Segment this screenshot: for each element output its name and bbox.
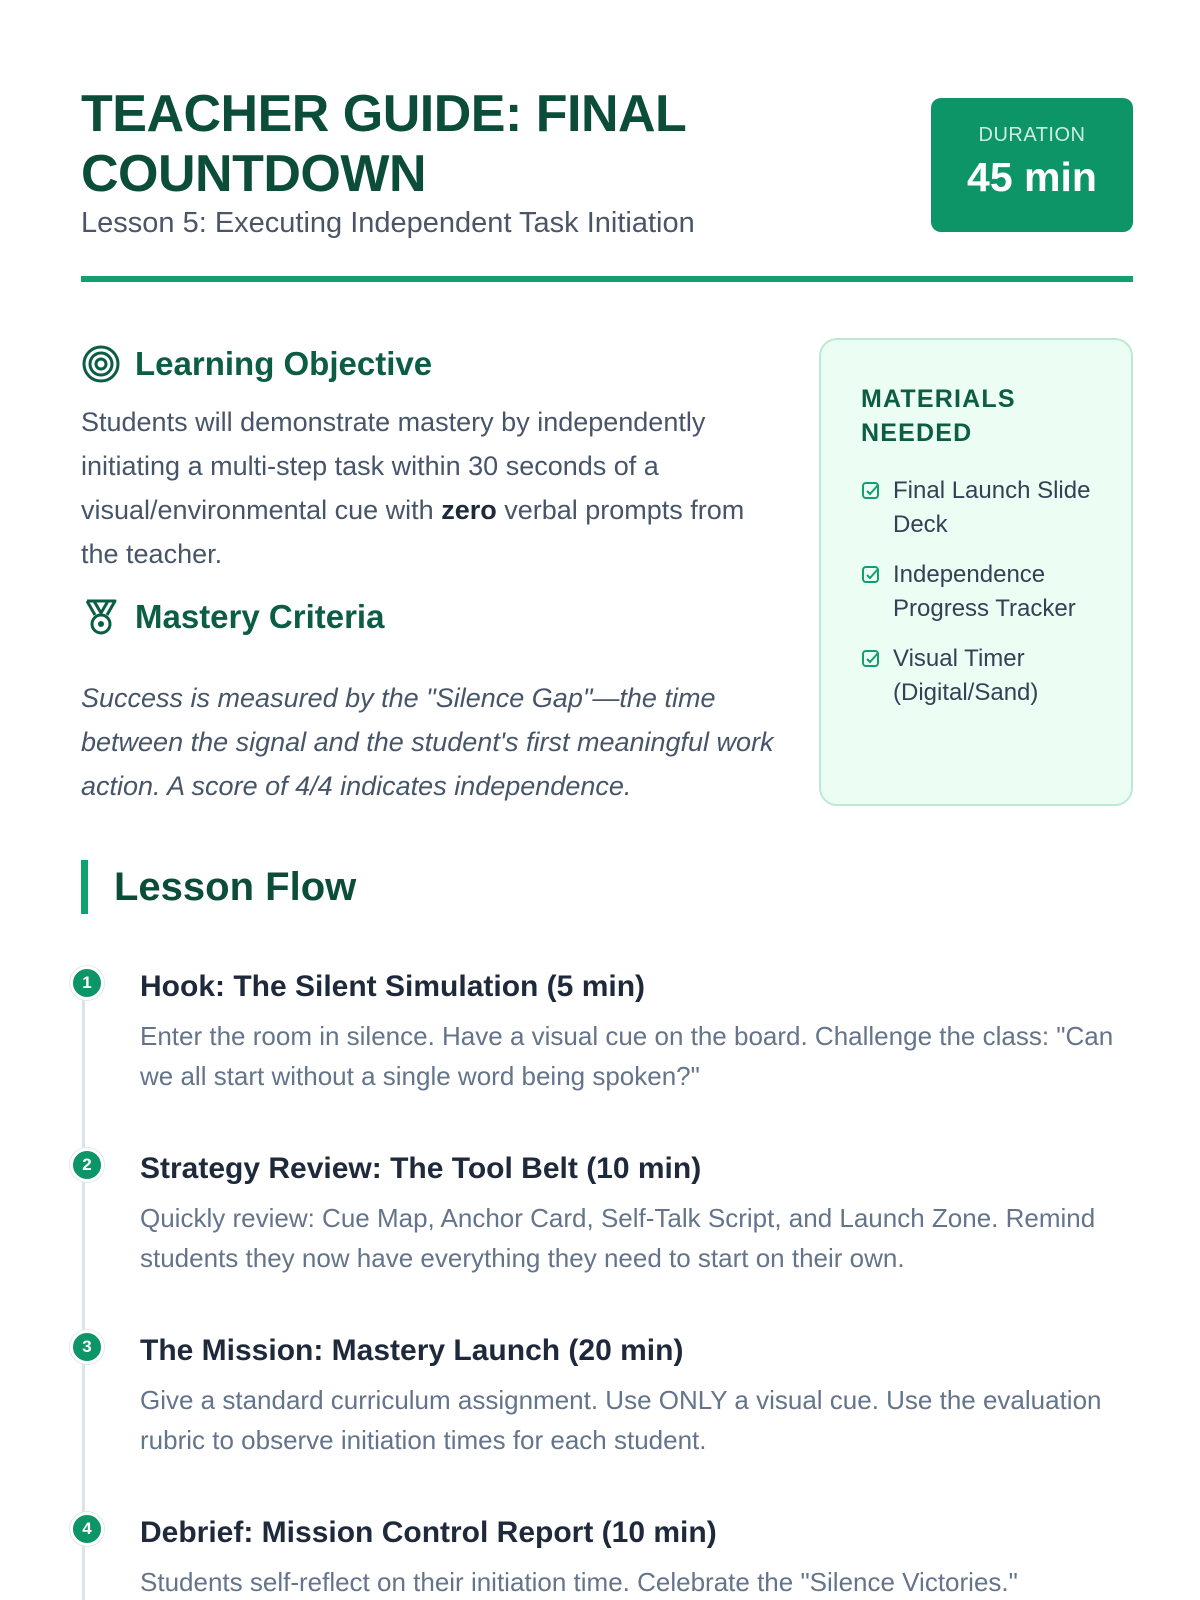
objective-text-end: verbal prompts from the teacher. xyxy=(81,495,745,569)
guide-header xyxy=(81,80,1133,280)
step-number-badge: 4 xyxy=(70,1512,104,1546)
target-icon xyxy=(81,344,121,384)
step-description: Enter the room in silence. Have a visual cue on the board. Challenge the class: "Can we all start without a single word being spoken?" xyxy=(140,1021,1114,1091)
duration-badge xyxy=(931,98,1133,232)
header-divider xyxy=(81,276,1133,282)
step-number-badge: 1 xyxy=(70,966,104,1000)
medal-icon xyxy=(81,597,121,637)
mastery-text: Success is measured by the "Silence Gap"—the time between the signal and the student's first meaningful work action. A score of 4/4 indicates independence. xyxy=(81,683,774,801)
step-title: Hook: The Silent Simulation (5 min) xyxy=(140,970,646,1003)
objective-text xyxy=(81,400,771,576)
step-title: Debrief: Mission Control Report (10 min) xyxy=(140,1516,717,1549)
checkbox-icon xyxy=(861,481,881,501)
materials-title: MATERIALS NEEDED xyxy=(861,385,1016,447)
step-description: Give a standard curriculum assignment. Use ONLY a visual cue. Use the evaluation rubric to observe initiation times for each student. xyxy=(140,1385,1102,1455)
step-number-badge: 3 xyxy=(70,1330,104,1364)
list-item xyxy=(861,474,1111,542)
page-title: TEACHER GUIDE: FINAL COUNTDOWN xyxy=(81,85,686,203)
objective-text-start: Students will demonstrate mastery by independently initiating a multi-step task within 30 seconds of a visual/environmental cue with xyxy=(81,407,706,525)
objective-heading xyxy=(81,343,432,385)
mastery-heading xyxy=(81,596,384,638)
lesson-subtitle: Lesson 5: Executing Independent Task Initiation xyxy=(81,207,695,239)
objective-text-emphasis: zero xyxy=(441,495,497,525)
list-item xyxy=(861,642,1111,710)
step-number-badge: 2 xyxy=(70,1148,104,1182)
material-label: Final Launch Slide Deck xyxy=(893,477,1091,538)
objective-heading-label: Learning Objective xyxy=(135,345,433,382)
lesson-flow-heading xyxy=(81,860,356,914)
checkbox-icon xyxy=(861,565,881,585)
material-label: Independence Progress Tracker xyxy=(893,561,1076,622)
checkbox-icon xyxy=(861,649,881,669)
step-description: Quickly review: Cue Map, Anchor Card, Self-Talk Script, and Launch Zone. Remind students they now have everything they need to start on their own. xyxy=(140,1203,1096,1273)
duration-value: 45 min xyxy=(967,154,1097,200)
step-title: The Mission: Mastery Launch (20 min) xyxy=(140,1334,684,1367)
timeline-line xyxy=(82,986,85,1600)
materials-list xyxy=(861,474,1111,726)
lesson-flow-heading-label: Lesson Flow xyxy=(114,864,357,909)
step-description: Students self-reflect on their initiation time. Celebrate the "Silence Victories." xyxy=(140,1567,1018,1597)
duration-label: DURATION xyxy=(978,124,1086,146)
list-item xyxy=(861,558,1111,626)
mastery-heading-label: Mastery Criteria xyxy=(135,598,385,635)
step-title: Strategy Review: The Tool Belt (10 min) xyxy=(140,1152,702,1185)
material-label: Visual Timer (Digital/Sand) xyxy=(893,645,1039,706)
materials-panel xyxy=(819,338,1133,806)
